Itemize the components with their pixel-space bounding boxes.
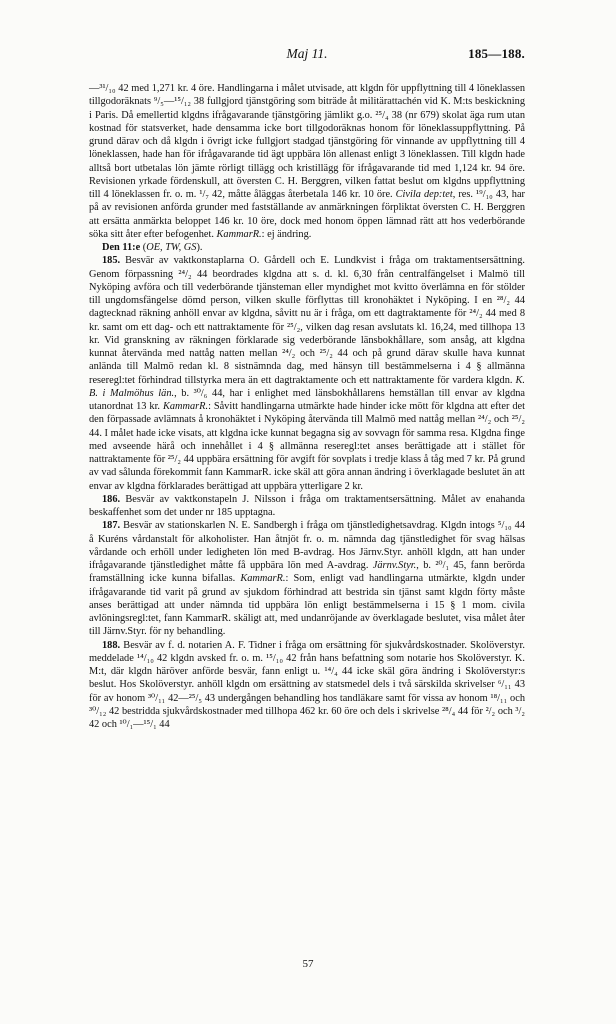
case-number: 187. xyxy=(102,520,121,532)
text-run: , b. ³⁰/₆ 44, har i enlighet med länsbokhållarens hemställan till envar av klgdna utanordnat 13 kr. xyxy=(89,387,526,412)
section-heading: Den 11:e xyxy=(102,242,141,253)
text-run: ( xyxy=(140,242,147,253)
text-run: Besvär av stationskarlen N. E. Sandbergh i fråga om tjänstledighetsavdrag. Klgdn intogs ⁵/₁₀ 44 å Kuréns vårdanstalt för alkoholister. Han åtnjöt fr. o. m. nämnda dag tjänstledighet för svag hälsas vårdande och erhöll under ledigheten lön med B-avdrag. Hos Järnv.Styr. anhöll klgdn, att han under ifrågavarande tjänstledighet måtte få uppbära lön med A-avdrag. xyxy=(89,520,525,571)
text-run: : Såvitt handlingarna utmärkte hade hinder icke mött för klgdna att efter det den förpassade avlämnats å kronohäktet i Nyköping återvända till Malmö med nattåg mellan ²⁴/₂ och ²⁵/₂ 44. I målet hade icke visats, att klgdna icke kunnat begagna sig av sovvagn för samma resa. Klgdna finge med avseende härå och innehållet i 4 § allmänna reseregl:tet anses berättigade att i stället för nattraktamente för ²⁵/₂ 44 uppbära ersättning för avgift för sovplats i tredje klass å tåg med 7 kr. På grund av vad sålunda förekommit fann KammarR. icke skäl att göra annan ändring i överklagade beslutet än att envar av klgdna förklarades berättigad att uppbära ytterligare 2 kr. xyxy=(89,401,525,492)
paragraph xyxy=(89,493,525,520)
paragraph xyxy=(89,241,525,254)
running-header xyxy=(89,46,525,66)
italic-text: K. B. i Malmöhus län. xyxy=(89,374,525,399)
text-run: —³¹/₁₀ 42 med 1,271 kr. 4 öre. Handlingarna i målet utvisade, att klgdn för uppflyttning till 4 löneklassen tillgodoräknats ⁹/₅—¹⁵/₁₂ 38 fullgjord tjänstgöring som biträde åt militärattachén vid K. M:ts beskickning i Paris. Då emellertid klgdns ifrågavarande tjänstgöring jämlikt g.o. ²⁵/₄ 38 (nr 679) skolat äga rum utan kostnad för statsverket, hade densamma icke bort tillgodoräknas honom för löneklassuppflyttning. På grund därav och då klgdn i övrigt icke fullgjort stadgad tjänstgöring för vinnande av uppflyttning till 4 löneklassen, hade han för ifrågavarande tid ägt uppbära lön allenast enligt 3 löneklassen. Till klgdn hade alltså bort utbetalas lön jämte rörligt tillägg och kristillägg för ifrågavarande tid med 1,124 kr. 94 öre. Revisionen yrkade fördenskull, att översten C. H. Berggren, vilken fattat beslut om klgdns uppflyttning till 4 löneklassen fr. o. m. ¹/₇ 42, måtte åläggas återbetala 146 kr. 10 öre. xyxy=(89,83,525,200)
paragraph xyxy=(89,254,525,493)
text-run: : ej ändring. xyxy=(261,228,312,240)
case-number: 188. xyxy=(102,639,121,651)
header-date: Maj 11. xyxy=(286,46,328,61)
italic-text: KammarR. xyxy=(162,401,209,412)
paragraph xyxy=(89,82,525,241)
paragraph xyxy=(89,639,525,732)
text-run: Besvär av f. d. notarien A. F. Tidner i fråga om ersättning för sjukvårdskostnader. Skolöverstyr. meddelade ¹⁴/₁₀ 42 klgdn avsked fr. o. m. ¹⁵/₁₀ 42 från hans befattning som notarie hos Skolöverstyr. K. M:t, där klgdn häröver anförde besvär, fann enligt u. ¹⁴/₄ 44 icke skäl göra ändring i Skolöverstyr:s beslut. Hos Skolöverstyr. anhöll klgdn om ersättning av statsmedel dels i två särskilda skrivelser ⁶/₁₁ 43 för av honom ³⁰/₁₁ 42—²⁵/₅ 43 undergången behandling hos tandläkare samt för vissa av honom ¹⁸/₁₁ och ³⁰/₁₂ 42 bestridda sjukvårdskostnader med tillhopa 462 kr. 60 öre och dels i skrivelse ²⁸/₄ 44 för ²/₂ och ³/₂ 42 och ¹⁰/₁—¹⁵/₁ 44 xyxy=(89,639,525,730)
paragraph xyxy=(89,519,525,638)
body-text xyxy=(89,82,525,731)
italic-text: KammarR. xyxy=(216,228,262,240)
italic-text: Civila dep:tet xyxy=(395,189,453,200)
italic-text: Järnv.Styr. xyxy=(372,560,417,571)
text-run: Besvär av vaktkonstaplarna O. Gårdell och E. Lundkvist i fråga om traktamentsersättning. Genom förpassning ²⁴/₂ 44 beordrades klgdna att s. d. kl. 6,30 från centralfängelset i Malmö till Nyköping avföra och till vederbörande tjänsteman eller myndighet mot kvitto överlämna en för stölder till ungdomsfängelse dömd person, vilken skulle förflyttas till kronohäktet i Nyköping. I en ²⁸/₂ 44 dagtecknad räkning anhöll envar av klgdna, såvitt nu är i fråga, om ett dagtraktamente för ²⁴/₂ 44 med 8 kr. samt om ett dag- och ett nattraktamente för ²⁵/₂, vilken dag resan avslutats kl. 16,24, med tillhopa 13 kr. Vid granskning av räkningen förklarade sig vederbörande länsbokhållare, som ansåg, att klgdna kunnat återvända med nattåg natten mellan ²⁴/₂ och ²⁵/₂ 44 och på grund därav skulle hava kunnat anlända till Malmö redan kl. 8 sistnämnda dag, med hänsyn till bestämmelserna i 4 § allmänna reseregl:tet förhindrad tillstyrka mera än ett dagtraktamente och ett nattraktamente för vardera klgdn. xyxy=(89,255,525,386)
case-number: 186. xyxy=(102,493,121,505)
case-number: 185. xyxy=(102,255,121,267)
page-number: 57 xyxy=(302,958,314,970)
text-run: , res. ¹⁹/₁₀ 43, har på av revisionen anförda grunder med fastställande av anmärkningen förpliktat översten C. H. Berggren att ersätta anmärkta beloppet 146 kr. 10 öre, dock med honom öppen lämnad rätt att hos vederbörande söka sitt åter efter befogenhet. xyxy=(89,189,525,240)
text-run: Besvär av vaktkonstapeln J. Nilsson i fråga om traktamentsersättning. Målet av enahanda beskaffenhet som det under nr 185 upptagna. xyxy=(89,493,525,518)
text-run: ). xyxy=(196,242,203,253)
text-run: : Som, enligt vad handlingarna utmärkte, klgdn under ifrågavarande tid varit på grund av sjukdom förhindrad att bestrida sin tjänst samt klgdn förty måste anses berättigad att under nämnda tid uppbära lön enligt bestämmelserna i 15 § 1 mom. civila avlöningsregl:tet, fann KammarR. skäligt att, med undanröjande av överklagade beslutet, visa målet åter till Järnv.Styr. för ny behandling. xyxy=(89,573,525,638)
text-run: , b. ²⁰/₁ 45, fann berörda framställning icke kunna bifallas. xyxy=(89,560,525,585)
italic-text: KammarR. xyxy=(240,573,286,585)
header-case-range: 185—188. xyxy=(468,46,525,61)
italic-text: OE, TW, GS xyxy=(146,242,197,253)
